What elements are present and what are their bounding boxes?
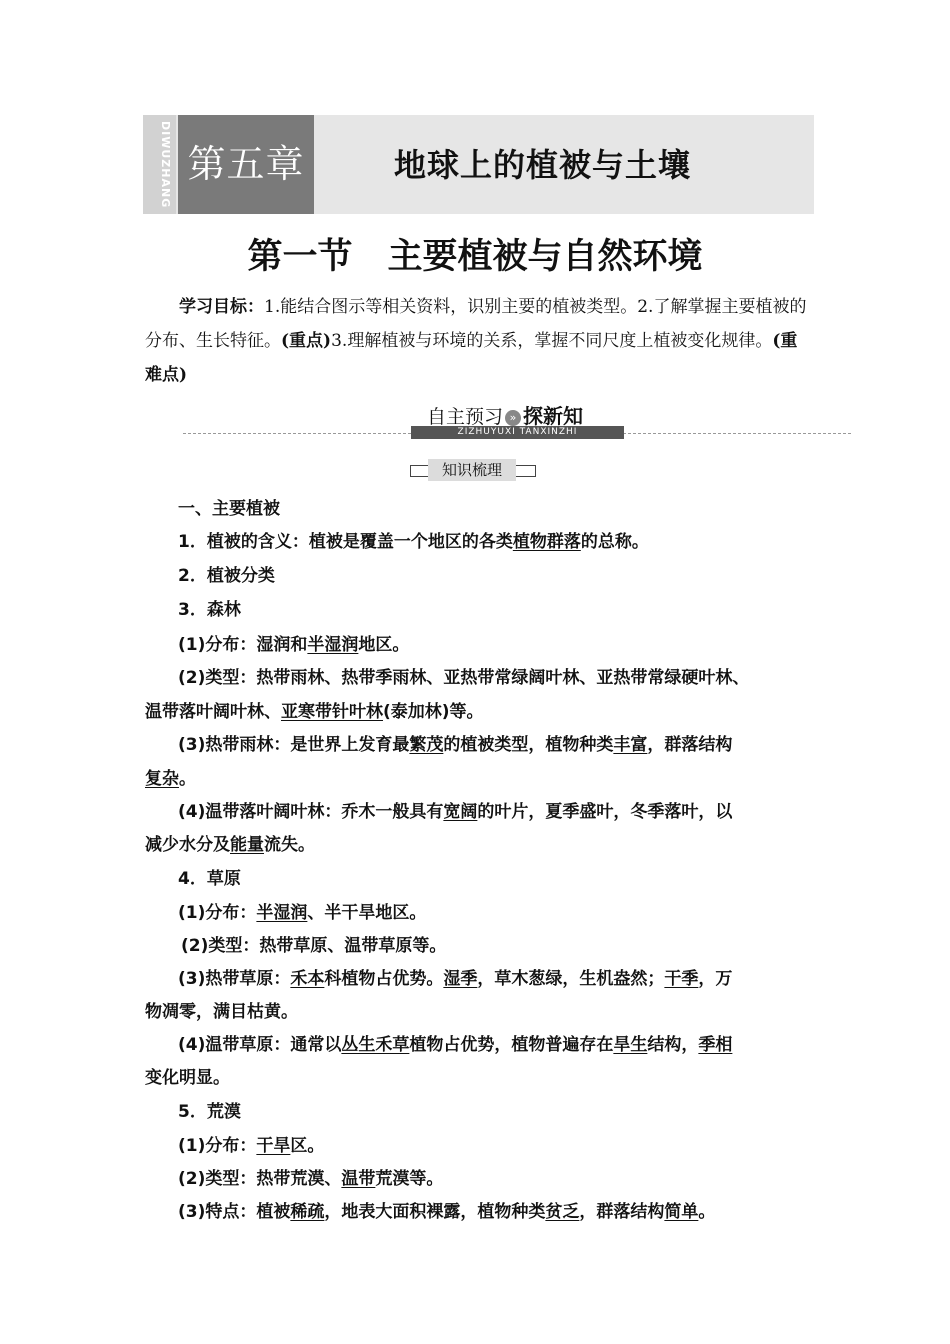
answer: 简单 [664,1202,699,1222]
knowledge-tag [410,459,536,481]
preview-heading [427,400,583,429]
temperate-grassland-line1 [178,1033,732,1057]
double-arrow-icon: » [505,410,521,426]
answer: 湿季 [443,969,478,989]
text: 流失。 [264,835,315,855]
text: (泰加林)等。 [383,702,484,722]
knowledge-tag-label: 知识梳理 [428,459,516,481]
text: ，群落结构 [647,735,733,755]
text: 荒漠等。 [375,1169,444,1189]
answer: 温带 [341,1169,376,1189]
answer: 复杂 [145,769,179,789]
text: 的叶片，夏季盛叶，冬季落叶，以 [477,802,733,822]
answer: 旱生 [613,1035,648,1055]
text: 。 [698,1202,716,1222]
objectives-label: 学习目标： [179,297,264,317]
savanna-line1 [178,967,732,991]
preview-pinyin: ZIZHUYUXI TANXINZHI [457,427,578,437]
item-grassland: 4．草原 [178,869,241,889]
objectives-key-2: (重难点) [145,331,798,385]
text: 的总称。 [580,532,649,552]
text: (1)分布： [178,1136,257,1156]
preview-left-text: 自主预习 [427,406,504,428]
text: 科植物占优势。 [324,969,444,989]
grassland-distribution [178,901,426,925]
text: 减少水分及 [145,835,230,855]
answer: 能量 [230,835,264,855]
desert-features [178,1200,715,1224]
answer: 亚寒带针叶林 [281,702,383,722]
forest-types-line1: (2)类型：热带雨林、热带季雨林、亚热带常绿阔叶林、亚热带常绿硬叶林、 [178,668,750,688]
text: 1．植被的含义：植被是覆盖一个地区的各类 [178,532,513,552]
item-definition [178,530,649,554]
answer: 半湿润 [256,903,308,923]
text: ，群落结构 [579,1202,665,1222]
chapter-label: 第五章 [178,115,314,214]
text: (1)分布：湿润和 [178,635,308,655]
objectives-text-3: 3.理解植被与环境的关系，掌握不同尺度上植 [331,331,671,351]
temperate-grassland-line2: 变化明显。 [145,1068,230,1088]
objectives-text-4: 被变化规律。 [670,331,773,351]
answer: 禾本 [290,969,325,989]
chapter-title: 地球上的植被与土壤 [394,146,692,184]
text: 。 [179,769,196,789]
chapter-pinyin: DIWUZHANG [159,120,172,209]
forest-distribution [178,633,409,657]
text: 的植被类型，植物种类 [443,735,614,755]
rainforest-line1 [178,733,732,757]
text: 植物占优势，植物普遍存在 [409,1035,614,1055]
item-desert: 5．荒漠 [178,1102,241,1122]
text: 结构， [647,1035,699,1055]
answer: 宽阔 [443,802,478,822]
preview-right-text: 探新知 [523,404,584,428]
text: 温带落叶阔叶林、 [145,702,281,722]
text: (4)温带草原：通常以 [178,1035,342,1055]
objectives-key-1: (重点) [281,331,332,351]
text: ，地表大面积裸露，植物种类 [324,1202,546,1222]
answer: 干旱 [256,1136,291,1156]
answer: 贫乏 [545,1202,580,1222]
text: (1)分布： [178,903,257,923]
text: (2)类型：热带荒漠、 [178,1169,342,1189]
deciduous-line1 [178,800,732,824]
text: (3)热带雨林：是世界上发育最 [178,735,410,755]
text: 、半干旱地区。 [307,903,427,923]
answer: 半湿润 [307,635,359,655]
text: 地区。 [358,635,410,655]
heading-main-vegetation: 一、主要植被 [178,499,280,519]
grassland-types: (2)类型：热带草原、温带草原等。 [181,936,447,956]
desert-types [178,1167,443,1191]
item-classification: 2．植被分类 [178,566,275,586]
text: ，草木葱绿，生机盎然； [477,969,665,989]
learning-objectives [145,290,810,392]
text: (3)热带草原： [178,969,291,989]
answer: 丰富 [613,735,648,755]
text: (4)温带落叶阔叶林：乔木一般具有 [178,802,444,822]
deciduous-line2 [145,833,315,857]
savanna-line2: 物凋零，满目枯黄。 [145,1002,298,1022]
answer: 丛生禾草 [341,1035,410,1055]
rainforest-line2 [145,767,196,791]
answer: 干季 [664,969,699,989]
forest-types-line2 [145,700,484,724]
desert-distribution [178,1134,324,1158]
text: ，万 [698,969,733,989]
text: (3)特点：植被 [178,1202,291,1222]
answer: 繁茂 [409,735,444,755]
section-title: 第一节 主要植被与自然环境 [247,237,703,277]
objectives-text-1: 1.能结合图示等相关资料，识别主要的植被类型。2.了解掌握主 [264,297,739,317]
answer: 稀疏 [290,1202,325,1222]
item-forest: 3．森林 [178,600,241,620]
answer: 植物群落 [512,532,581,552]
objectives-text-2: 要植被的分布、生长特征。 [145,297,807,351]
answer: 季相 [698,1035,733,1055]
text: 区。 [290,1136,325,1156]
